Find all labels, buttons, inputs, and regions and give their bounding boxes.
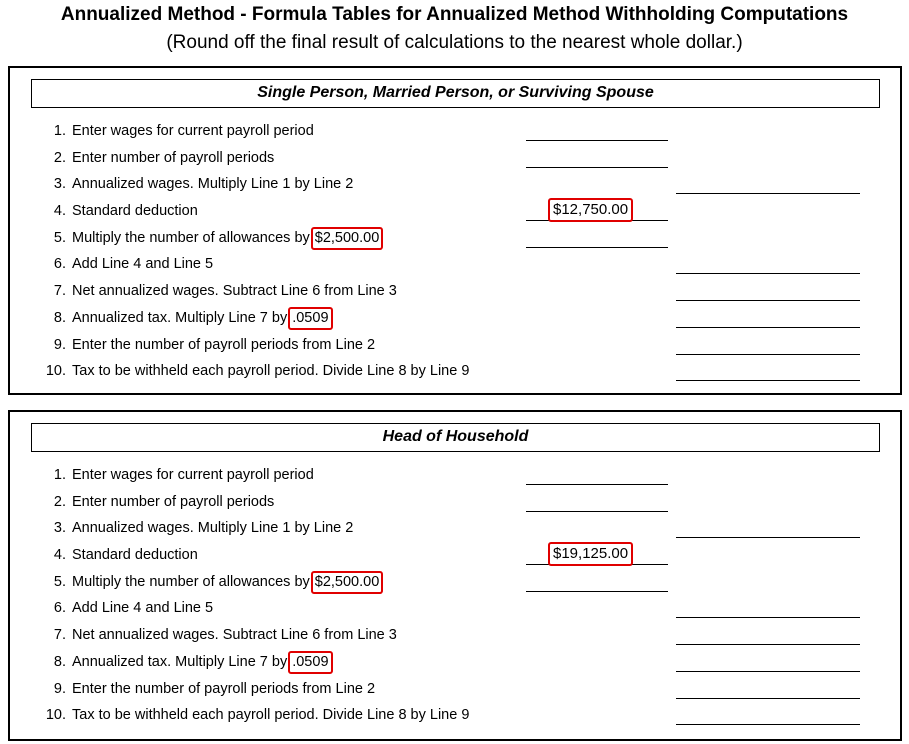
line-label: Net annualized wages. Subtract Line 6 from Line 3 xyxy=(72,627,397,643)
line-label: Multiply the number of allowances by $2,500.00 xyxy=(72,571,383,594)
line-label: Add Line 4 and Line 5 xyxy=(72,600,214,616)
line-label: Annualized wages. Multiply Line 1 by Line 2 xyxy=(72,520,354,536)
head-of-household-table xyxy=(8,410,902,741)
table-row xyxy=(10,544,900,566)
table-row xyxy=(10,491,900,513)
table-row xyxy=(10,704,900,726)
line-label: Tax to be withheld each payroll period. Divide Line 8 by Line 9 xyxy=(72,707,470,723)
table-row xyxy=(10,678,900,700)
line-label: Tax to be withheld each payroll period. Divide Line 8 by Line 9 xyxy=(72,363,470,379)
line-number: 10. xyxy=(45,363,66,379)
line-number: 5. xyxy=(53,230,66,246)
table-row xyxy=(10,571,900,593)
line-label: Annualized wages. Multiply Line 1 by Line 2 xyxy=(72,176,354,192)
line-label: Annualized tax. Multiply Line 7 by .0509 xyxy=(72,307,333,330)
table-row xyxy=(10,147,900,169)
line-number: 9. xyxy=(53,337,66,353)
line-number: 10. xyxy=(45,707,66,723)
table-row xyxy=(10,464,900,486)
line-number: 3. xyxy=(53,176,66,192)
line-label: Multiply the number of allowances by $2,500.00 xyxy=(72,227,383,250)
entry-line[interactable] xyxy=(526,484,668,485)
table-row xyxy=(10,334,900,356)
entry-line[interactable] xyxy=(676,300,860,301)
line-label: Enter wages for current payroll period xyxy=(72,123,314,139)
line-number: 9. xyxy=(53,681,66,697)
entry-line[interactable] xyxy=(526,140,668,141)
line-number: 2. xyxy=(53,150,66,166)
line-number: 2. xyxy=(53,494,66,510)
allowance-amount: $2,500.00 xyxy=(311,571,384,594)
entry-line[interactable] xyxy=(676,617,860,618)
line-number: 4. xyxy=(53,547,66,563)
line-label: Enter number of payroll periods xyxy=(72,150,275,166)
entry-line[interactable] xyxy=(526,511,668,512)
line-number: 5. xyxy=(53,574,66,590)
entry-line[interactable] xyxy=(676,644,860,645)
line-label: Enter the number of payroll periods from Line 2 xyxy=(72,337,376,353)
line-number: 3. xyxy=(53,520,66,536)
entry-line[interactable] xyxy=(526,247,668,248)
line-number: 6. xyxy=(53,600,66,616)
entry-line[interactable] xyxy=(676,327,860,328)
table-row xyxy=(10,227,900,249)
line-number: 1. xyxy=(53,123,66,139)
entry-line[interactable] xyxy=(676,380,860,381)
line-number: 8. xyxy=(53,310,66,326)
table-row xyxy=(10,173,900,195)
standard-deduction-amount: $19,125.00 xyxy=(548,542,633,566)
entry-line[interactable] xyxy=(676,193,860,194)
table-row xyxy=(10,651,900,673)
entry-line[interactable] xyxy=(676,671,860,672)
allowance-amount: $2,500.00 xyxy=(311,227,384,250)
page-subtitle: (Round off the final result of calculations to the nearest whole dollar.) xyxy=(166,32,743,53)
panel-title: Single Person, Married Person, or Surviving Spouse xyxy=(31,79,880,108)
entry-line[interactable] xyxy=(676,537,860,538)
entry-line[interactable] xyxy=(526,591,668,592)
table-row xyxy=(10,280,900,302)
panel-title: Head of Household xyxy=(31,423,880,452)
table-row xyxy=(10,597,900,619)
line-number: 7. xyxy=(53,283,66,299)
single-person-table xyxy=(8,66,902,395)
line-label: Standard deduction xyxy=(72,547,198,563)
table-row xyxy=(10,120,900,142)
entry-line[interactable] xyxy=(676,354,860,355)
line-number: 6. xyxy=(53,256,66,272)
entry-line[interactable] xyxy=(676,724,860,725)
tax-rate: .0509 xyxy=(288,307,332,330)
line-label: Add Line 4 and Line 5 xyxy=(72,256,214,272)
line-number: 4. xyxy=(53,203,66,219)
table-row xyxy=(10,360,900,382)
line-label: Enter number of payroll periods xyxy=(72,494,275,510)
table-row xyxy=(10,200,900,222)
line-number: 1. xyxy=(53,467,66,483)
table-row xyxy=(10,624,900,646)
line-number: 8. xyxy=(53,654,66,670)
table-row xyxy=(10,517,900,539)
entry-line[interactable] xyxy=(526,167,668,168)
tax-rate: .0509 xyxy=(288,651,332,674)
line-number: 7. xyxy=(53,627,66,643)
entry-line[interactable] xyxy=(676,698,860,699)
line-label: Enter the number of payroll periods from Line 2 xyxy=(72,681,376,697)
line-label: Enter wages for current payroll period xyxy=(72,467,314,483)
table-row xyxy=(10,307,900,329)
line-label: Standard deduction xyxy=(72,203,198,219)
line-label: Annualized tax. Multiply Line 7 by .0509 xyxy=(72,651,333,674)
standard-deduction-amount: $12,750.00 xyxy=(548,198,633,222)
page-title: Annualized Method - Formula Tables for Annualized Method Withholding Computations xyxy=(60,4,849,25)
line-label: Net annualized wages. Subtract Line 6 from Line 3 xyxy=(72,283,397,299)
table-row xyxy=(10,253,900,275)
entry-line[interactable] xyxy=(676,273,860,274)
